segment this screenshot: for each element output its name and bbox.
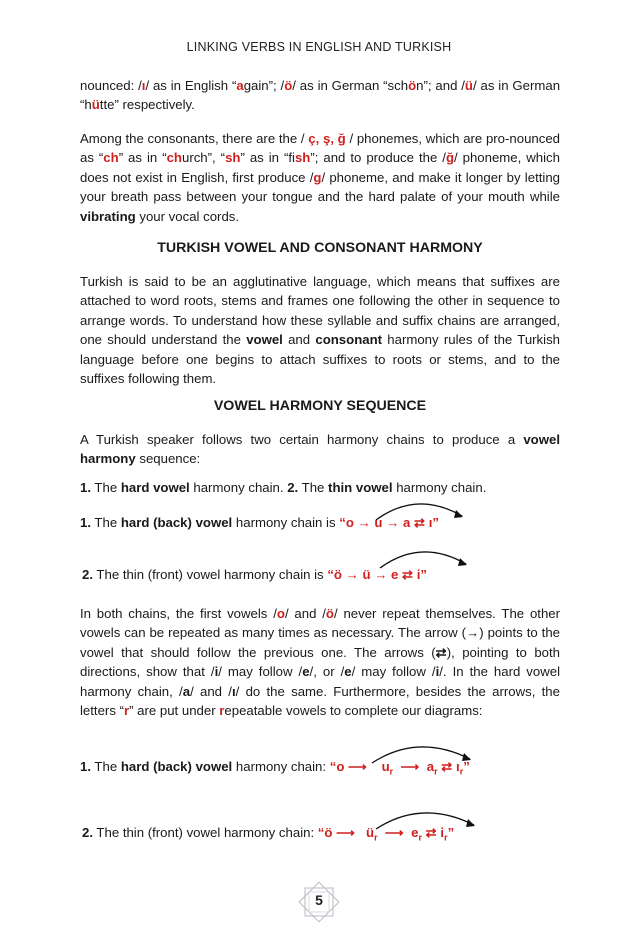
hard-vowel-chain-line: 1. The hard (back) vowel harmony chain is “o → u → a ⇄ ı” xyxy=(80,515,439,530)
thin-vowel-chain: “ö → ü → e ⇄ i” xyxy=(327,567,428,582)
paragraph-chain-explanation: In both chains, the first vowels /o/ and /ö/ never repeat themselves. The other vowels can be repeated as many times as necessary. The arrow (→) points to the vowel that should follow the previous one. The arrows (⇄), pointing to both directions, show that /i/ may follow /e/, or /e/ may follow /i/. In the hard vowel harmony chain, /a/ and /ı/ do the same. Furthermore, besides the arrows, the letters “r” are put under repeatable vowels to complete our diagrams: xyxy=(80,606,561,719)
hard-vowel-chain: “o → u → a ⇄ ı” xyxy=(339,515,439,530)
paragraph-consonants: Among the consonants, there are the / ç, ş, ğ / phonemes, which are pro-nounced as “ch” as in “church”, “sh” as in “fish”; and to produce the /ğ/ phoneme, which does not exist in English, first produce /g/ phoneme, and make it longer by letting your breath pass between your tongue and the hard palate of your mouth while vibrating your vocal cords. xyxy=(80,131,561,224)
paragraph-two-chains: A Turkish speaker follows two certain harmony chains to produce a vowel harmony sequence: xyxy=(80,432,560,467)
thin-vowel-chain-repeat-line: 2. The thin (front) vowel harmony chain: “ö ⟶ $ü_r$ ⟶ $e_r$ ⇄ $i_r$” xyxy=(82,825,455,843)
page-number-ornament xyxy=(297,880,341,924)
hard-vowel-chain-repeat-line: 1. The hard (back) vowel harmony chain: “o ⟶ $u_r$ ⟶ $a_r$ ⇄ $ı_r$” xyxy=(80,759,470,777)
section-heading-sequence: VOWEL HARMONY SEQUENCE xyxy=(213,398,427,414)
thin-vowel-chain-line: 2. The thin (front) vowel harmony chain is “ö → ü → e ⇄ i” xyxy=(82,567,428,582)
page-number: 5 xyxy=(315,892,323,908)
running-header: LINKING VERBS IN ENGLISH AND TURKISH xyxy=(186,40,452,54)
chain-summary-line: 1. The hard vowel harmony chain. 2. The thin vowel harmony chain. xyxy=(80,480,487,495)
thin-vowel-chain-repeat: “ö ⟶ $ü_r$ ⟶ $e_r$ ⇄ $i_r$” xyxy=(317,825,455,843)
section-heading-harmony: TURKISH VOWEL AND CONSONANT HARMONY xyxy=(157,240,483,256)
hard-vowel-chain-repeat: “o ⟶ $u_r$ ⟶ $a_r$ ⇄ $ı_r$” xyxy=(329,759,470,777)
paragraph-agglutinative: Turkish is said to be an agglutinative language, which means that suffixes are attached to word roots, stems and frames one following the other in sequence to arrange words. To understand how these syllable and suffix chains are arranged, one should understand the vowel and consonant harmony rules of the Turkish language before one begins to attach suffixes to roots or stems, and to the suffixes following them. xyxy=(80,274,561,387)
paragraph-vowel-pronunciation: nounced: /ı/ as in English “again”; /ö/ as in German “schön”; and /ü/ as in German “hütte” respectively. xyxy=(80,78,561,113)
